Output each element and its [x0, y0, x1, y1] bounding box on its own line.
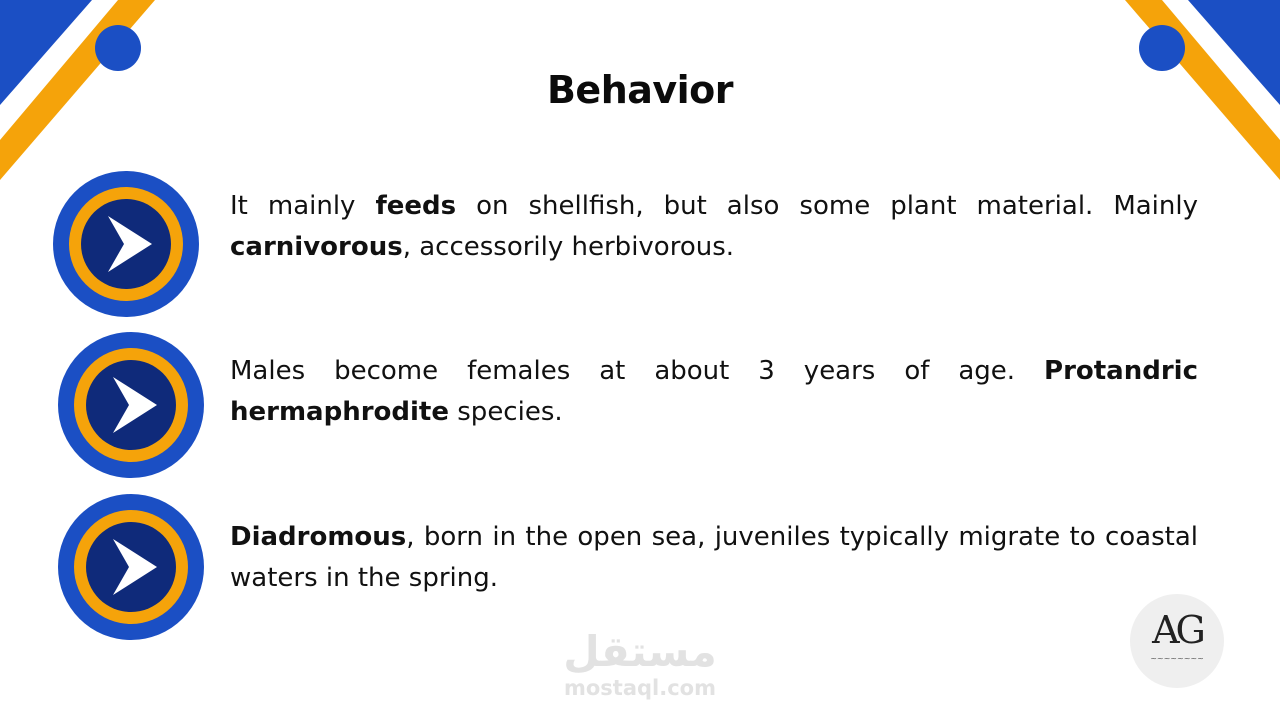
text-segment: , born in the open sea, juveniles typically migrate to coastal waters in the spring. — [230, 522, 1198, 593]
logo-monogram: AG — [1152, 608, 1202, 652]
text-segment-bold: feeds — [375, 191, 457, 221]
item-text — [230, 517, 1198, 599]
watermark-latin: mostaql.com — [564, 676, 716, 700]
logo — [1130, 594, 1224, 688]
chevron-right-icon — [57, 493, 205, 641]
logo-signature-mark: ~~~~~~~~ — [1150, 654, 1204, 663]
text-segment: Males become females at about 3 years of age. — [230, 356, 1045, 386]
list-item — [0, 170, 1280, 320]
chevron-right-icon — [57, 331, 205, 479]
item-text — [230, 351, 1198, 433]
text-segment-bold: Diadromous — [230, 522, 407, 552]
text-segment: , accessorily herbivorous. — [402, 232, 735, 262]
list-item — [0, 493, 1280, 643]
list-item — [0, 331, 1280, 481]
item-text — [230, 186, 1198, 268]
slide-title: Behavior — [546, 68, 734, 112]
watermark-arabic: مستقل — [563, 627, 717, 676]
text-segment-bold: carnivorous — [230, 232, 403, 262]
text-segment: species. — [449, 397, 563, 427]
text-segment: It mainly — [230, 191, 376, 221]
chevron-right-icon — [52, 170, 200, 318]
text-segment: on shellfish, but also some plant material. Mainly — [456, 191, 1198, 221]
watermark — [540, 628, 740, 700]
text-segment-bold: Protandric hermaphrodite — [230, 356, 1198, 427]
